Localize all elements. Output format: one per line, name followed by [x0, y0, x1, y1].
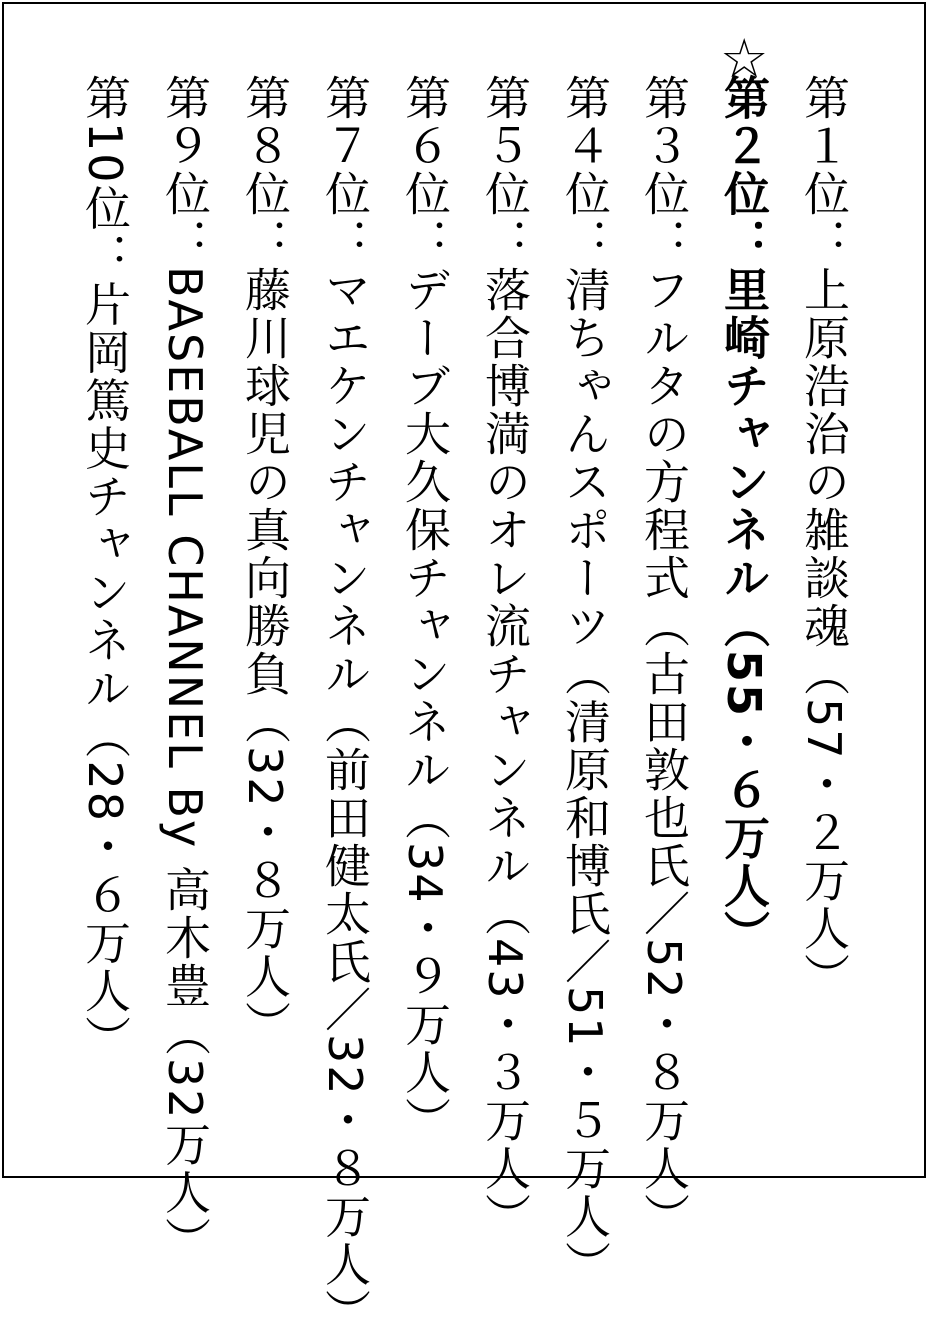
rank-1-entry: 第１位：上原浩治の雑談魂（57・２万人） [797, 74, 851, 1001]
star-icon: ☆ [720, 27, 769, 90]
ranking-frame [2, 2, 926, 1337]
rank-4-entry: 第４位：清ちゃんスポーツ（清原和博氏／51・５万人） [558, 74, 612, 1289]
rank-9-entry: 第９位：BASEBALL CHANNEL By 高木豊（32万人） [158, 74, 212, 1265]
rank-6-entry: 第６位：デーブ大久保チャンネル（34・９万人） [398, 74, 452, 1145]
rank-5-entry: 第５位：落合博満のオレ流チャンネル（43・３万人） [478, 74, 532, 1241]
rank-2-entry: 第２位：里崎チャンネル（55・６万人） [717, 74, 771, 959]
rank-3-entry: 第３位：フルタの方程式（古田敦也氏／52・８万人） [637, 74, 691, 1241]
rank-8-entry: 第８位：藤川球児の真向勝負（32・８万人） [238, 74, 292, 1049]
rank-10-entry: 第10位：片岡篤史チャンネル（28・６万人） [78, 74, 132, 1064]
rank-7-entry: 第７位：マエケンチャンネル（前田健太氏／32・８万人） [318, 74, 372, 1337]
